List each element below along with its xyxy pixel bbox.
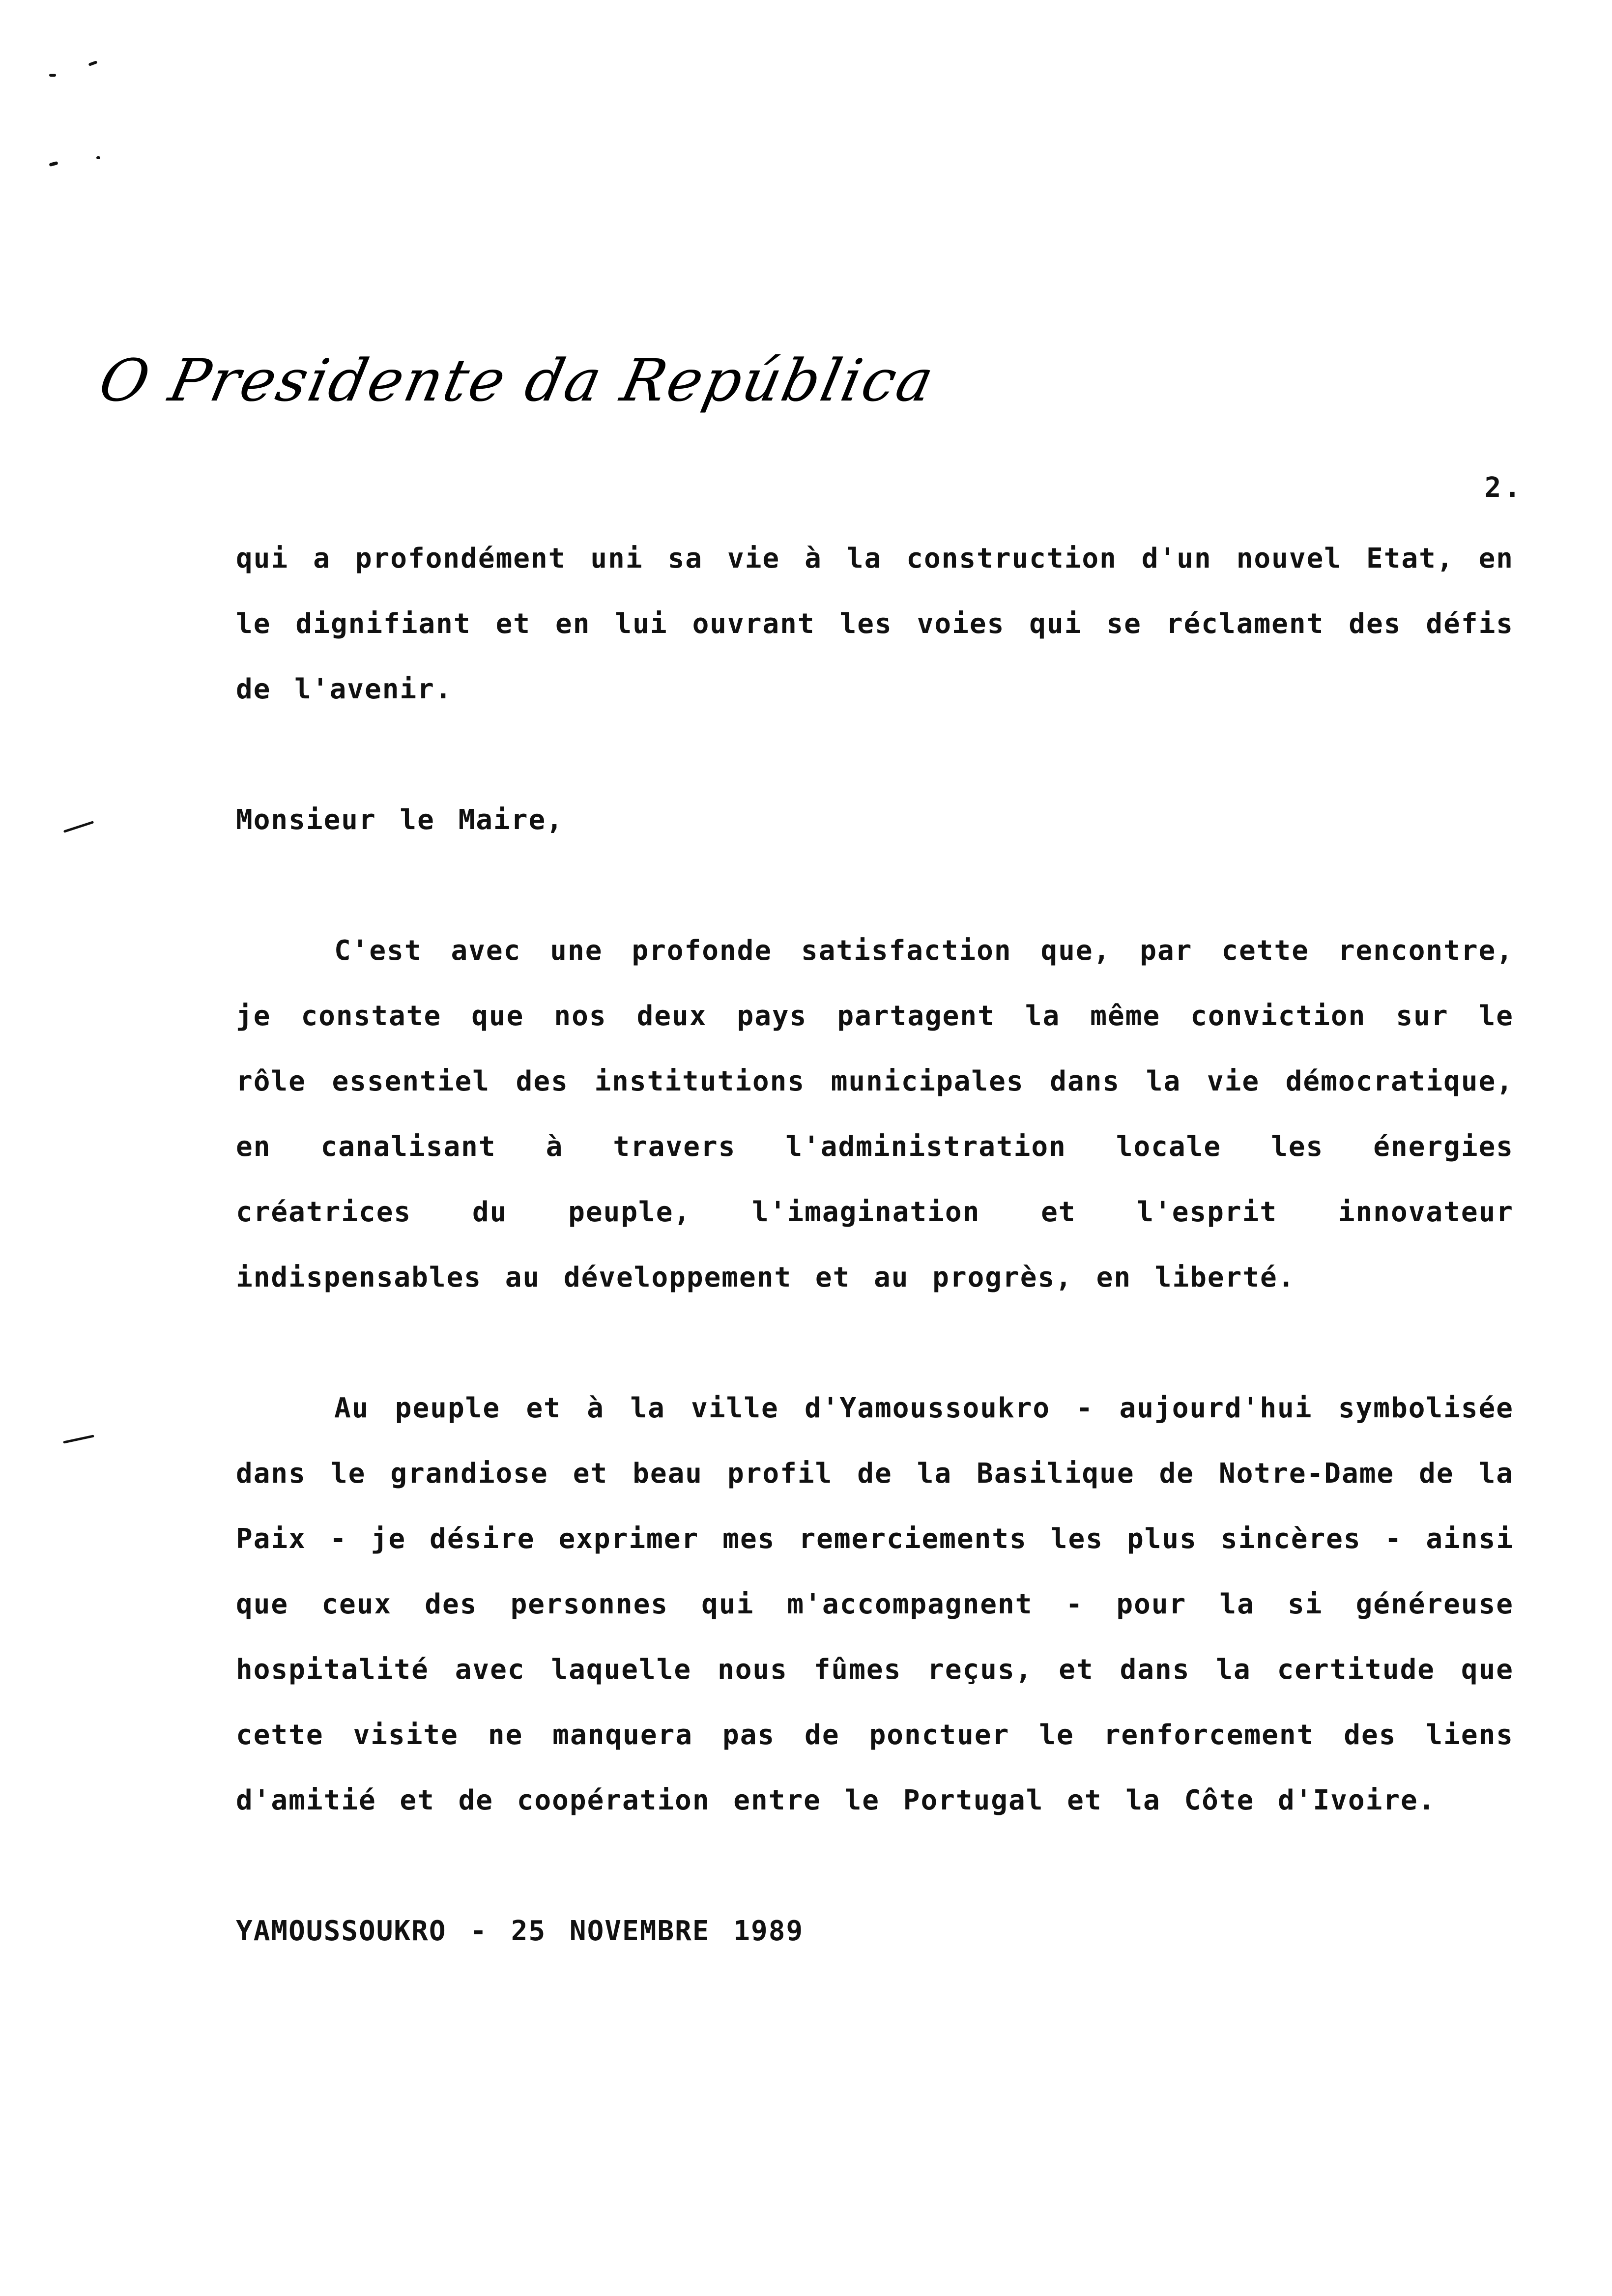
place-date-signoff: YAMOUSSOUKRO - 25 NOVEMBRE 1989 [236, 1915, 804, 1947]
margin-mark [63, 821, 94, 833]
salutation: Monsieur le Maire, [236, 804, 564, 836]
scan-speck [49, 161, 58, 167]
paragraph-continuation: qui a profondément uni sa vie à la construction d'un nouvel Etat, en le dignifiant et en lui ouvrant les voies qui se réclament des défis de l'avenir. [236, 543, 1514, 705]
scan-speck [96, 156, 100, 159]
letter-body [236, 526, 1514, 1964]
letterhead: O Presidente da República [93, 346, 942, 414]
paragraph-thanks-yamoussoukro: Au peuple et à la ville d'Yamoussoukro - aujourd'hui symbolisée dans le grandiose et beau profil de la Basilique de Notre-Dame de la Paix - je désire exprimer mes remerciements les plus sincères - ainsi que ceux des personnes qui m'accompagnent - pour la si généreuse hospitalité avec laquelle nous fûmes reçus, et dans la certitude que cette visite ne manquera pas de ponctuer le renforcement des liens d'amitié et de coopération entre le Portugal et la Côte d'Ivoire. [236, 1392, 1514, 1816]
scan-speck [88, 60, 98, 66]
margin-mark [63, 1435, 94, 1443]
page-number: 2. [1484, 472, 1524, 504]
scan-speck [49, 74, 56, 77]
paragraph-municipal-institutions: C'est avec une profonde satisfaction que, par cette rencontre, je constate que nos deux pays partagent la même conviction sur le rôle essentiel des institutions municipales dans la vie démocratique, en canalisant à travers l'administration locale les énergies créatrices du peuple, l'imagination et l'esprit innovateur indispensables au développement et au progrès, en liberté. [236, 935, 1514, 1293]
